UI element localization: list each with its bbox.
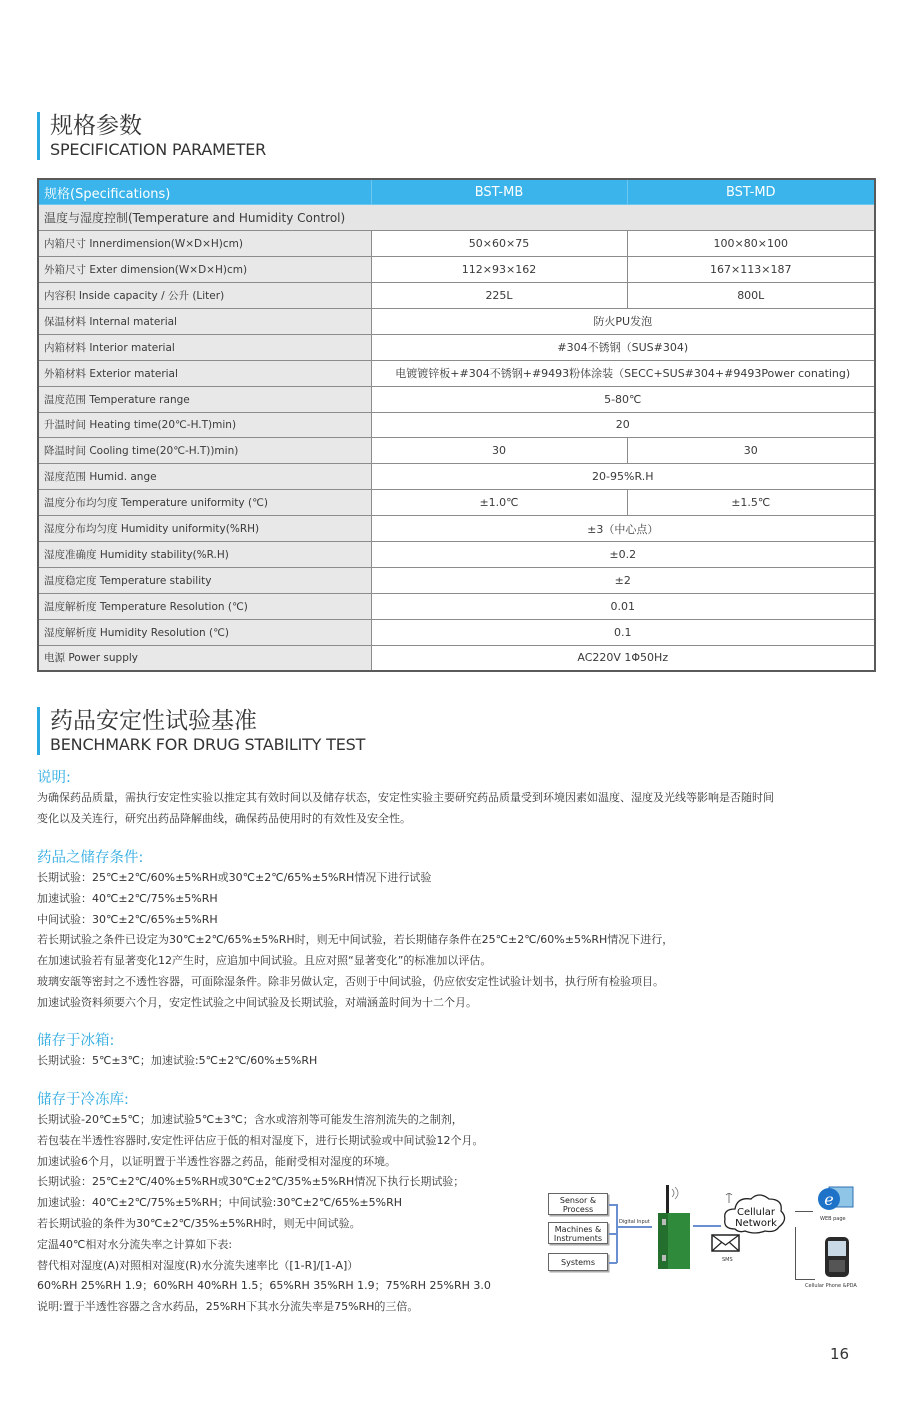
table-row (38, 283, 875, 309)
section-title-en: BENCHMARK FOR DRUG STABILITY TEST (50, 735, 366, 754)
table-row (38, 412, 875, 438)
spec-table (37, 178, 876, 672)
block-title: 说明: (37, 770, 71, 786)
row-value: 0.01 (371, 593, 875, 619)
row-value: 20-95%R.H (371, 464, 875, 490)
table-row (38, 386, 875, 412)
text-line: 中间试验：30℃±2℃/65%±5%RH (37, 912, 218, 926)
row-value: 0.1 (371, 619, 875, 645)
row-value: 20 (371, 412, 875, 438)
row-label: 温度稳定度 Temperature stability (38, 567, 371, 593)
table-row (38, 619, 875, 645)
table-row (38, 490, 875, 516)
text-line: 替代相对湿度(A)对照相对湿度(R)水分流失速率比（[1-R]/[1-A]） (37, 1258, 359, 1272)
block-storage-conditions (37, 848, 867, 1014)
text-line: 长期试验-20℃±5℃；加速试验5℃±3℃；含水或溶剂等可能发生溶剂流失的之制剂， (37, 1113, 463, 1126)
row-label: 外箱材料 Exterior material (38, 360, 371, 386)
row-value-md: 167×113×187 (627, 257, 875, 283)
page-number: 16 (830, 1345, 850, 1363)
section-title-en: SPECIFICATION PARAMETER (50, 140, 267, 159)
text-line: 玻璃安瓿等密封之不透性容器，可面除湿条件。除非另做认定，否则于中间试验，仍应依安定性试验计划书，执行所有检验项目。 (37, 974, 664, 988)
row-label: 湿度分布均匀度 Humidity uniformity(%RH) (38, 516, 371, 542)
text-line: 加速试验：40℃±2℃/75%±5%RH (37, 891, 218, 905)
table-group-row (38, 205, 875, 231)
row-label: 湿度解析度 Humidity Resolution (℃) (38, 619, 371, 645)
text-line: 为确保药品质量，需执行安定性实验以推定其有效时间以及储存状态，安定性实验主要研究药品质量受到环境因素如温度、湿度及光线等影响是否随时间 (37, 791, 774, 804)
row-value-md: 30 (627, 438, 875, 464)
row-value-mb: 50×60×75 (371, 231, 627, 257)
row-value: ±0.2 (371, 541, 875, 567)
row-value-mb: 112×93×162 (371, 257, 627, 283)
connector-line (795, 1227, 796, 1279)
digital-input-label: Digital Input (619, 1219, 650, 1225)
table-row (38, 464, 875, 490)
table-row (38, 360, 875, 386)
table-row (38, 516, 875, 542)
text-line: 说明:置于半透性容器之含水药品，25%RH下其水分流失率是75%RH的三倍。 (37, 1300, 419, 1314)
sms-label: SMS (722, 1257, 733, 1263)
row-value: 5-80℃ (371, 386, 875, 412)
table-row (38, 593, 875, 619)
row-value: #304不锈钢（SUS#304) (371, 334, 875, 360)
systems-box: Systems (548, 1253, 608, 1271)
table-row (38, 231, 875, 257)
row-label: 内箱材料 Interior material (38, 334, 371, 360)
header-cell-md: BST-MD (627, 179, 875, 205)
table-row (38, 308, 875, 334)
cellular-phone-icon (823, 1235, 851, 1279)
web-page-label: WEB page (820, 1216, 846, 1222)
text-line: 加速试验6个月，以证明置于半透性容器之药品，能耐受相对湿度的环境。 (37, 1154, 396, 1168)
text-line: 加速试验资料须要六个月，安定性试验之中间试验及长期试验，对端涵盖时间为十二个月。 (37, 995, 477, 1009)
row-label: 温度解析度 Temperature Resolution (℃) (38, 593, 371, 619)
row-value: AC220V 1Φ50Hz (371, 645, 875, 671)
web-page-icon (815, 1185, 855, 1215)
row-value: ±2 (371, 567, 875, 593)
block-description (37, 768, 867, 830)
connector-line (693, 1225, 721, 1227)
block-lines (37, 788, 867, 830)
cellular-phone-label: Cellular Phone &PDA (805, 1283, 857, 1289)
row-value-md: 100×80×100 (627, 231, 875, 257)
svg-text:e: e (824, 1190, 834, 1209)
row-label: 升温时间 Heating time(20℃-H.T)min) (38, 412, 371, 438)
row-label: 内容积 Inside capacity / 公升 (Liter) (38, 283, 371, 309)
text-line: 若包装在半透性容器时,安定性评估应于低的相对湿度下，进行长期试验或中间试验12个月。 (37, 1133, 484, 1147)
transmitter-device-icon (650, 1185, 710, 1275)
block-title: 储存于冰箱: (37, 1033, 115, 1049)
sensor-process-box: Sensor & Process (548, 1193, 608, 1215)
machines-instruments-box: Machines & Instruments (548, 1222, 608, 1244)
section-title-cn: 规格参数 (50, 113, 142, 139)
group-cell: 温度与湿度控制(Temperature and Humidity Control) (38, 205, 875, 231)
row-label: 降温时间 Cooling time(20℃-H.T))min) (38, 438, 371, 464)
row-label: 温度分布均匀度 Temperature uniformity (℃) (38, 490, 371, 516)
table-row (38, 567, 875, 593)
row-label: 湿度准确度 Humidity stability(%R.H) (38, 541, 371, 567)
cellular-network-label: Cellular Network (735, 1207, 777, 1229)
row-value-md: 800L (627, 283, 875, 309)
text-line: 长期试验：25℃±2℃/60%±5%RH或30℃±2℃/65%±5%RH情况下进行试验 (37, 871, 432, 884)
header-cell-spec: 规格(Specifications) (38, 179, 371, 205)
connector-line (795, 1279, 815, 1280)
table-row (38, 645, 875, 671)
row-label: 电源 Power supply (38, 645, 371, 671)
section-heading-spec (37, 112, 266, 160)
connector-line (616, 1226, 652, 1228)
row-label: 保温材料 Internal material (38, 308, 371, 334)
connector-line (616, 1204, 618, 1263)
table-header-row (38, 179, 875, 205)
row-value: 防火PU发泡 (371, 308, 875, 334)
row-value-mb: 225L (371, 283, 627, 309)
text-line: 加速试验：40℃±2℃/75%±5%RH；中间试验:30℃±2℃/65%±5%RH (37, 1196, 403, 1210)
table-row (38, 541, 875, 567)
block-lines (37, 1051, 867, 1072)
block-title: 储存于冷冻库: (37, 1092, 129, 1108)
section-heading-benchmark (37, 707, 365, 755)
row-value-mb: ±1.0℃ (371, 490, 627, 516)
text-line: 长期试验：5℃±3℃；加速试验:5℃±2℃/60%±5%RH (37, 1054, 318, 1067)
text-line: 在加速试验若有显著变化12产生时，应追加中间试验。且应对照“显著变化”的标准加以评估。 (37, 954, 492, 968)
table-row (38, 438, 875, 464)
text-line: 长期试验：25℃±2℃/40%±5%RH或30℃±2℃/35%±5%RH情况下执行长期试验； (37, 1175, 465, 1189)
text-line: 若长期试验的条件为30℃±2℃/35%±5%RH时，则无中间试验。 (37, 1216, 361, 1230)
connector-line (795, 1211, 813, 1212)
row-value-mb: 30 (371, 438, 627, 464)
text-line: 60%RH 25%RH 1.9；60%RH 40%RH 1.5；65%RH 35%RH 1.9；75%RH 25%RH 3.0 (37, 1279, 491, 1293)
row-value: 电镀镀锌板+#304不锈钢+#9493粉体涂装（SECC+SUS#304+#9493Power conating) (371, 360, 875, 386)
row-value: ±3（中心点） (371, 516, 875, 542)
block-lines (37, 868, 867, 1014)
header-cell-mb: BST-MB (371, 179, 627, 205)
table-row (38, 257, 875, 283)
row-label: 温度范围 Temperature range (38, 386, 371, 412)
text-line: 定温40℃相对水分流失率之计算如下表: (37, 1237, 233, 1251)
section-title-cn: 药品安定性试验基准 (50, 708, 257, 734)
text-line: 若长期试验之条件已设定为30℃±2℃/65%±5%RH时，则无中间试验，若长期储存条件在25℃±2℃/60%±5%RH情况下进行， (37, 933, 674, 947)
row-label: 内箱尺寸 Innerdimension(W×D×H)cm) (38, 231, 371, 257)
block-title: 药品之储存条件: (37, 850, 144, 866)
network-diagram (545, 1183, 875, 1293)
row-label: 湿度范围 Humid. ange (38, 464, 371, 490)
block-refrigerator (37, 1031, 867, 1072)
table-row (38, 334, 875, 360)
text-line: 变化以及关连行，研究出药品降解曲线，确保药品使用时的有效性及安全性。 (37, 811, 411, 825)
row-value-md: ±1.5℃ (627, 490, 875, 516)
row-label: 外箱尺寸 Exter dimension(W×D×H)cm) (38, 257, 371, 283)
